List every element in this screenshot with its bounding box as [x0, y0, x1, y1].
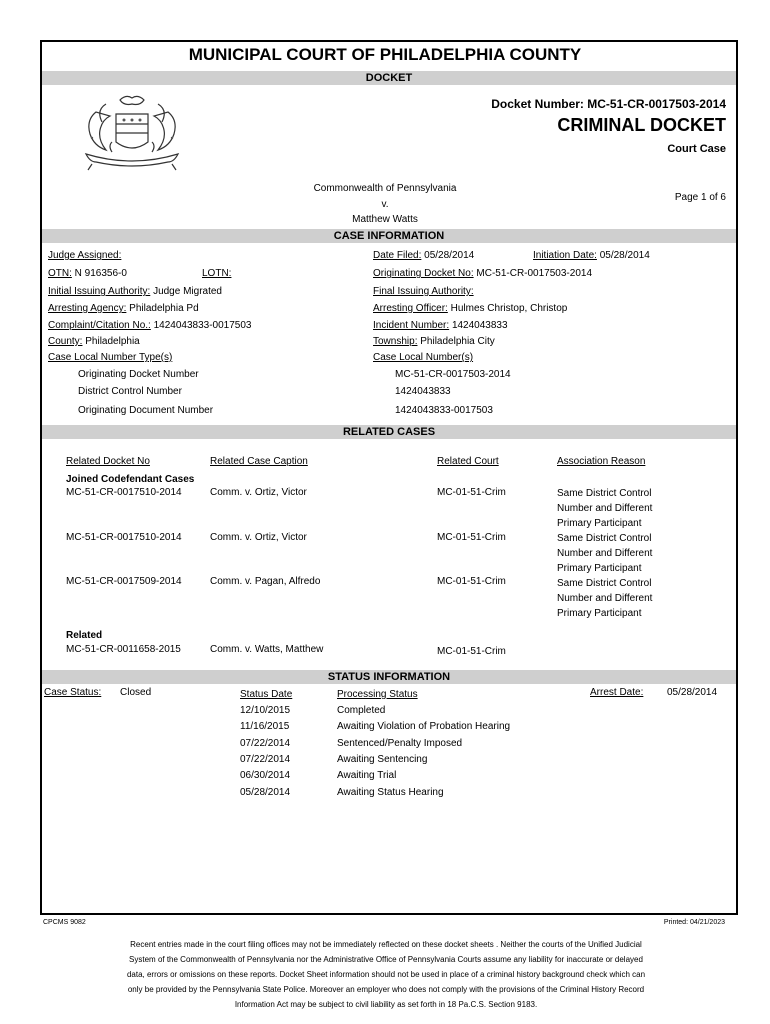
status-row-4-status: Awaiting Trial	[337, 770, 397, 781]
related-cases-bar: RELATED CASES	[42, 425, 736, 439]
case-status-label: Case Status:	[44, 687, 102, 698]
complaint-label: Complaint/Citation No.:	[48, 320, 151, 331]
arresting-officer-value: Hulmes Christop, Christop	[450, 303, 568, 314]
incident-label: Incident Number:	[373, 320, 450, 331]
initiation-date-value: 05/28/2014	[599, 250, 650, 261]
printed-date: Printed: 04/21/2023	[663, 919, 725, 926]
date-filed	[373, 250, 474, 261]
page-number: Page 1 of 6	[674, 192, 726, 203]
pennsylvania-seal-icon	[72, 92, 192, 174]
complaint-citation	[48, 320, 252, 331]
related-row-0-reason-3: Primary Participant	[557, 518, 642, 529]
arresting-agency-label: Arresting Agency:	[48, 303, 127, 314]
lotn-label: LOTN:	[202, 268, 232, 279]
related-row-2-reason-1: Same District Control	[557, 578, 652, 589]
arresting-agency-value: Philadelphia Pd	[129, 303, 199, 314]
status-row-0-date: 12/10/2015	[240, 705, 291, 716]
related-row-1-reason-2: Number and Different	[557, 548, 653, 559]
case-information-bar: CASE INFORMATION	[42, 229, 736, 243]
county	[48, 336, 140, 347]
related-row-1-court: MC-01-51-Crim	[437, 532, 506, 543]
incident-number	[373, 320, 508, 331]
related-row-1-reason-1: Same District Control	[557, 533, 652, 544]
case-status-value: Closed	[120, 687, 152, 698]
related-row-2-reason-2: Number and Different	[557, 593, 653, 604]
related-row-0-caption: Comm. v. Ortiz, Victor	[210, 487, 307, 498]
status-row-1-status: Awaiting Violation of Probation Hearing	[337, 721, 511, 732]
related-case-docket: MC-51-CR-0011658-2015	[66, 644, 181, 655]
related-row-0-reason-2: Number and Different	[557, 503, 653, 514]
related-header-caption: Related Case Caption	[210, 456, 308, 467]
township	[373, 336, 495, 347]
status-row-4-date: 06/30/2014	[240, 770, 291, 781]
initial-issuing-label: Initial Issuing Authority:	[48, 286, 151, 297]
otn-label: OTN:	[48, 268, 72, 279]
local-number-label: Case Local Number(s)	[373, 352, 474, 363]
disclaimer	[86, 937, 686, 1012]
court-title: MUNICIPAL COURT OF PHILADELPHIA COUNTY	[188, 45, 582, 64]
originating-docket-value: MC-51-CR-0017503-2014	[476, 268, 593, 279]
initial-issuing-value: Judge Migrated	[153, 286, 222, 297]
related-row-2-caption: Comm. v. Pagan, Alfredo	[210, 576, 321, 587]
status-row-5-date: 05/28/2014	[240, 787, 291, 798]
local-type-label: Case Local Number Type(s)	[48, 352, 173, 363]
initial-issuing	[48, 286, 222, 297]
final-issuing-label: Final Issuing Authority:	[373, 286, 474, 297]
related-row-2-reason-3: Primary Participant	[557, 608, 642, 619]
date-filed-label: Date Filed:	[373, 250, 422, 261]
disclaimer-line-4: only be provided by the Pennsylvania State Police. Moreover an employer who does not comply with the provisions of the Criminal History Record	[127, 985, 645, 994]
complaint-value: 1424043833-0017503	[153, 320, 252, 331]
arresting-agency	[48, 303, 199, 314]
otn	[48, 268, 127, 279]
local-number-0: MC-51-CR-0017503-2014	[395, 369, 511, 380]
local-number-2: 1424043833-0017503	[395, 405, 493, 416]
related-header-court: Related Court	[437, 456, 499, 467]
status-row-5-status: Awaiting Status Hearing	[337, 787, 444, 798]
case-kind: Court Case	[667, 143, 726, 155]
local-number-1: 1424043833	[395, 386, 451, 397]
incident-value: 1424043833	[451, 320, 508, 331]
status-information-bar: STATUS INFORMATION	[42, 670, 736, 684]
related-group-label: Related	[66, 630, 103, 641]
status-row-2-status: Sentenced/Penalty Imposed	[337, 738, 463, 749]
local-type-1: District Control Number	[78, 386, 182, 397]
judge-assigned-label: Judge Assigned:	[48, 250, 122, 261]
docket-number: Docket Number: MC-51-CR-0017503-2014	[491, 97, 726, 111]
docket-type: CRIMINAL DOCKET	[557, 115, 726, 135]
related-row-1-reason-3: Primary Participant	[557, 563, 642, 574]
caption-defendant: Matthew Watts	[352, 214, 418, 225]
date-filed-value: 05/28/2014	[424, 250, 475, 261]
initiation-date	[533, 250, 650, 261]
status-row-2-date: 07/22/2014	[240, 738, 291, 749]
caption-plaintiff: Commonwealth of Pennsylvania	[313, 183, 457, 194]
related-case-caption: Comm. v. Watts, Matthew	[210, 644, 324, 655]
related-row-2-court: MC-01-51-Crim	[437, 576, 506, 587]
processing-status-label: Processing Status	[337, 689, 418, 700]
status-row-3-status: Awaiting Sentencing	[337, 754, 428, 765]
county-value: Philadelphia	[85, 336, 140, 347]
township-value: Philadelphia City	[420, 336, 495, 347]
docket-bar: DOCKET	[42, 71, 736, 85]
local-type-0: Originating Docket Number	[78, 369, 199, 380]
related-row-0-court: MC-01-51-Crim	[437, 487, 506, 498]
arresting-officer-label: Arresting Officer:	[373, 303, 448, 314]
county-label: County:	[48, 336, 83, 347]
arresting-officer	[373, 303, 567, 314]
disclaimer-line-3: data, errors or omissions on these reports. Docket Sheet information should not be used in place of a criminal history background check which can	[126, 970, 646, 979]
related-header-reason: Association Reason	[557, 456, 646, 467]
disclaimer-line-1: Recent entries made in the court filing offices may not be immediately reflected on these docket sheets . Neither the courts of the Unified Judicial	[130, 940, 642, 949]
status-row-1-date: 11/16/2015	[240, 721, 290, 732]
arrest-date-label: Arrest Date:	[590, 687, 644, 698]
disclaimer-line-2: System of the Commonwealth of Pennsylvania nor the Administrative Office of Pennsylvania Courts assume any liability for inaccurate or delayed	[129, 955, 643, 964]
initiation-date-label: Initiation Date:	[533, 250, 597, 261]
local-type-2: Originating Document Number	[78, 405, 214, 416]
joined-codefendant-label: Joined Codefendant Cases	[66, 474, 195, 485]
originating-docket	[373, 268, 592, 279]
status-date-label: Status Date	[240, 689, 293, 700]
related-row-0-docket: MC-51-CR-0017510-2014	[66, 487, 182, 498]
arrest-date-value: 05/28/2014	[667, 687, 718, 698]
status-row-0-status: Completed	[337, 705, 386, 716]
related-row-2-docket: MC-51-CR-0017509-2014	[66, 576, 182, 587]
disclaimer-line-5: Information Act may be subject to civil liability as set forth in 18 Pa.C.S. Section 9183.	[234, 1000, 538, 1009]
township-label: Township:	[373, 336, 418, 347]
form-code: CPCMS 9082	[43, 919, 86, 926]
related-header-docket: Related Docket No	[66, 456, 150, 467]
originating-docket-label: Originating Docket No:	[373, 268, 474, 279]
related-row-0-reason-1: Same District Control	[557, 488, 652, 499]
status-row-3-date: 07/22/2014	[240, 754, 291, 765]
related-row-1-docket: MC-51-CR-0017510-2014	[66, 532, 182, 543]
related-row-1-caption: Comm. v. Ortiz, Victor	[210, 532, 307, 543]
caption-versus: v.	[381, 199, 389, 210]
otn-value: N 916356-0	[74, 268, 127, 279]
related-case-court: MC-01-51-Crim	[437, 646, 506, 657]
